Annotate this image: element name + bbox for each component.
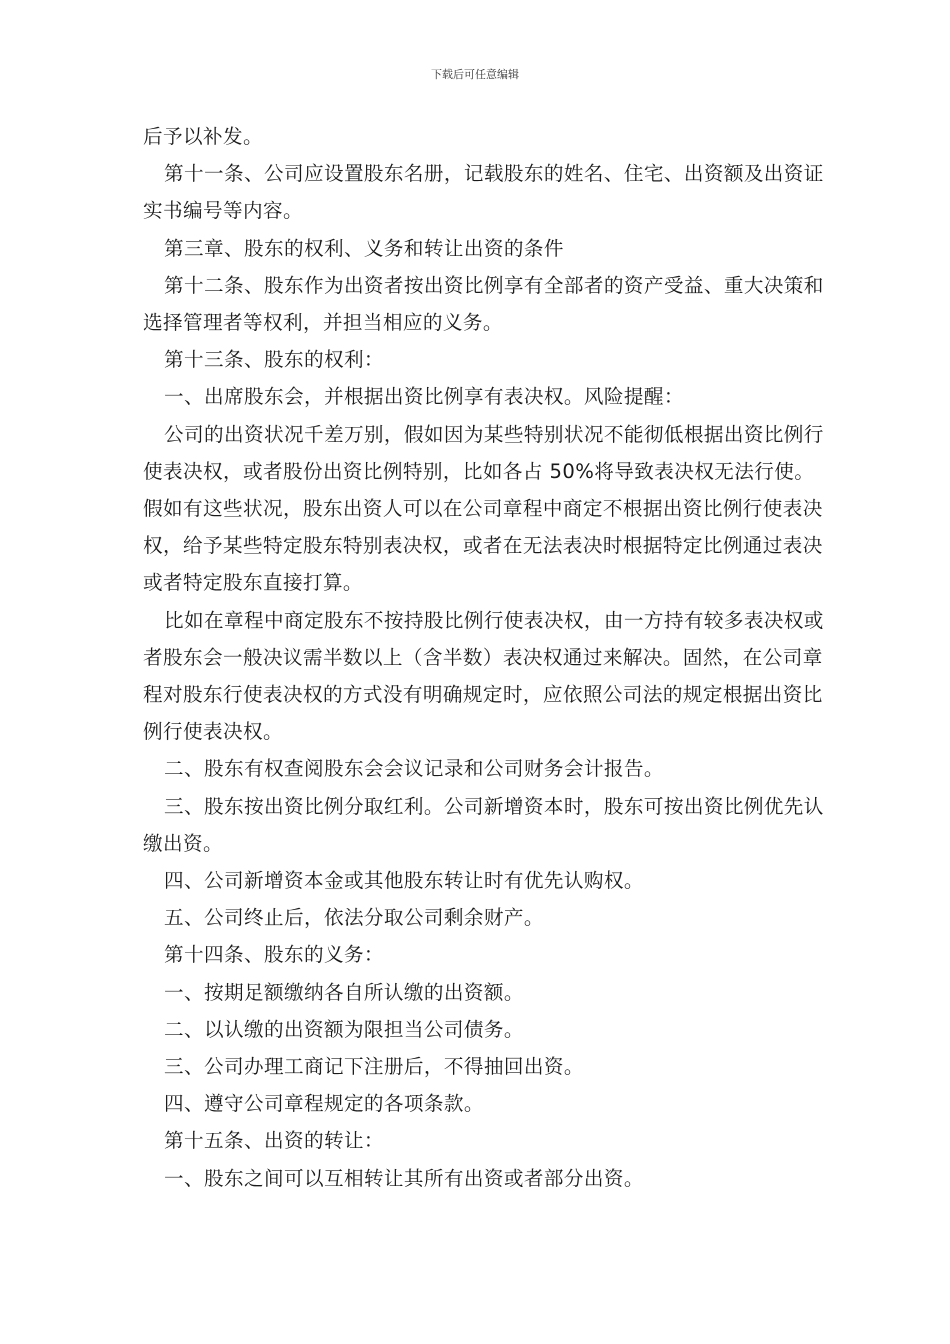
paragraph-continuation: 后予以补发。 <box>143 125 263 148</box>
article-15-item-1: 一、股东之间可以互相转让其所有出资或者部分出资。 <box>164 1166 644 1190</box>
article-11: 第十一条、公司应设置股东名册，记载股东的姓名、住宅、出资额及出资证实书编号等内容。 <box>143 162 824 223</box>
risk-note-paragraph-1: 公司的出资状况千差万别，假如因为某些特别状况不能彻低根据出资比例行使表决权，或者股份出资比例特别，比如各占 50%将导致表决权无法行使。假如有这些状况，股东出资人可以在公司章程中商定不根据出资比例行使表决权，给予某些特定股东特别表决权，或者在无法表决时根据特定比例通过表决或者特定股东直接打算。 <box>143 422 824 595</box>
article-14-item-2: 二、以认缴的出资额为限担当公司债务。 <box>164 1017 524 1041</box>
document-body <box>143 118 825 1197</box>
article-14-item-1: 一、按期足额缴纳各自所认缴的出资额。 <box>164 980 524 1004</box>
article-14-item-4: 四、遵守公司章程规定的各项条款。 <box>164 1092 484 1116</box>
page-header: 下载后可任意编辑 <box>431 68 519 81</box>
article-13-item-1: 一、出席股东会，并根据出资比例享有表决权。风险提醒： <box>164 385 684 409</box>
chapter-3-heading: 第三章、股东的权利、义务和转让出资的条件 <box>164 236 564 260</box>
article-14-heading: 第十四条、股东的义务： <box>164 943 384 967</box>
article-14-item-3: 三、公司办理工商记下注册后，不得抽回出资。 <box>164 1055 584 1079</box>
article-13-item-2: 二、股东有权查阅股东会会议记录和公司财务会计报告。 <box>164 757 664 781</box>
risk-note-paragraph-2: 比如在章程中商定股东不按持股比例行使表决权，由一方持有较多表决权或者股东会一般决议需半数以上（含半数）表决权通过来解决。固然，在公司章程对股东行使表决权的方式没有明确规定时，应依照公司法的规定根据出资比例行使表决权。 <box>143 608 824 744</box>
article-12: 第十二条、股东作为出资者按出资比例享有全部者的资产受益、重大决策和选择管理者等权利，并担当相应的义务。 <box>143 273 824 335</box>
article-15-heading: 第十五条、出资的转让： <box>164 1129 384 1153</box>
article-13-item-5: 五、公司终止后，依法分取公司剩余财产。 <box>164 906 544 930</box>
article-13-item-4: 四、公司新增资本金或其他股东转让时有优先认购权。 <box>164 869 644 893</box>
article-13-heading: 第十三条、股东的权利： <box>164 348 384 372</box>
article-13-item-3: 三、股东按出资比例分取红利。公司新增资本时，股东可按出资比例优先认缴出资。 <box>143 794 824 855</box>
